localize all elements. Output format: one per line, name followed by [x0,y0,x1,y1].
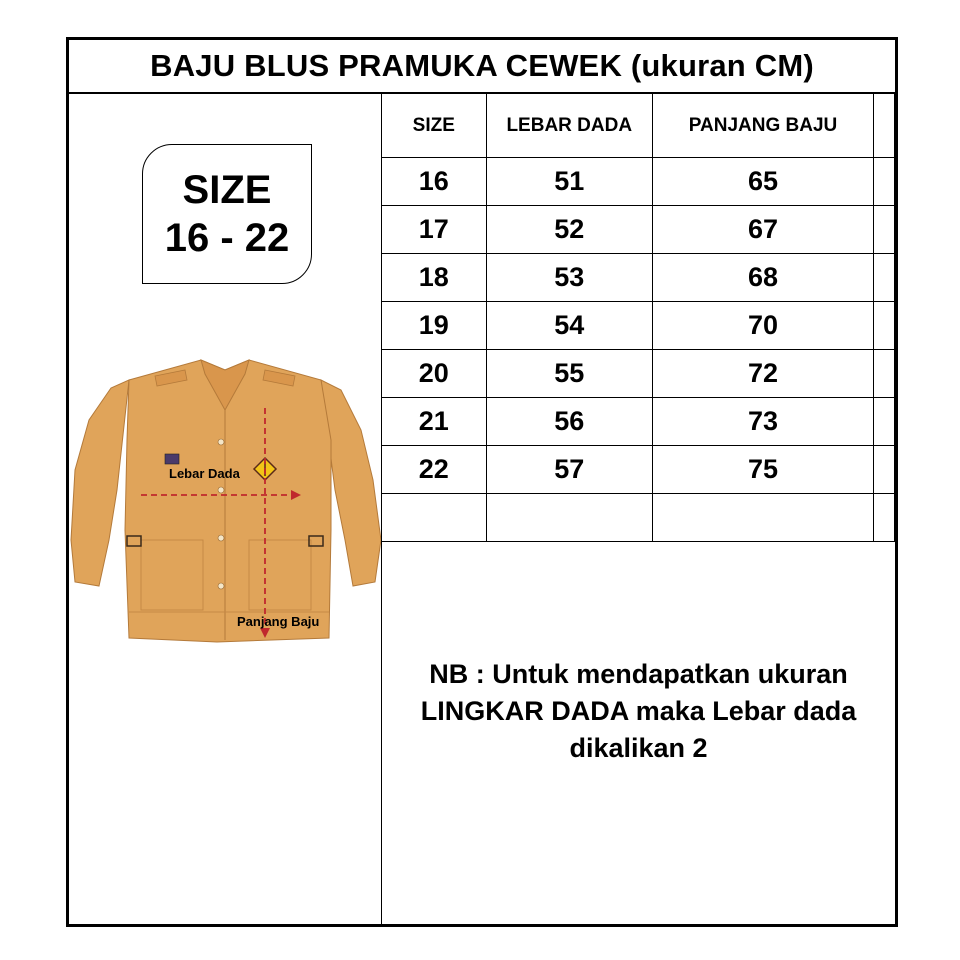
cell-size: 17 [382,206,486,254]
cell-shirt-length [652,494,873,542]
cell-extra [874,446,895,494]
cell-shirt-length: 68 [652,254,873,302]
size-table [382,94,895,542]
measurement-note: NB : Untuk mendapatkan ukuran LINGKAR DADA maka Lebar dada dikalikan 2 [420,659,857,763]
cell-extra [874,206,895,254]
cell-size: 18 [382,254,486,302]
cell-size: 22 [382,446,486,494]
cell-chest-width: 54 [486,302,652,350]
size-chart-frame [66,37,898,927]
table-row [382,254,895,302]
table-row-empty [382,494,895,542]
cell-extra [874,398,895,446]
cell-size: 16 [382,158,486,206]
size-range-badge [142,144,312,284]
table-row [382,446,895,494]
header-shirt-length: PANJANG BAJU [652,94,873,158]
header-chest-width: LEBAR DADA [486,94,652,158]
shirt-length-label: Panjang Baju [237,614,320,629]
cell-size: 19 [382,302,486,350]
header-extra [874,94,895,158]
header-size: SIZE [382,94,486,158]
chest-width-label: Lebar Dada [169,466,240,481]
cell-extra [874,158,895,206]
cell-size [382,494,486,542]
cell-shirt-length: 67 [652,206,873,254]
cell-chest-width [486,494,652,542]
table-row [382,302,895,350]
table-row [382,398,895,446]
table-row [382,158,895,206]
flag-badge-icon [165,454,179,464]
size-badge-range: 16 - 22 [164,216,290,260]
cell-chest-width: 52 [486,206,652,254]
cell-shirt-length: 72 [652,350,873,398]
blouse-illustration [69,350,381,680]
cell-chest-width: 56 [486,398,652,446]
cell-extra [874,350,895,398]
cell-shirt-length: 65 [652,158,873,206]
cell-chest-width: 57 [486,446,652,494]
blouse-shape [71,360,381,642]
cell-size: 21 [382,398,486,446]
cell-chest-width: 55 [486,350,652,398]
table-row [382,206,895,254]
cell-chest-width: 53 [486,254,652,302]
table-row [382,350,895,398]
cell-shirt-length: 73 [652,398,873,446]
cell-shirt-length: 75 [652,446,873,494]
page-title: BAJU BLUS PRAMUKA CEWEK (ukuran CM) [69,40,895,94]
size-badge-label: SIZE [182,168,272,212]
cell-extra [874,494,895,542]
table-header-row [382,94,895,158]
cell-extra [874,302,895,350]
cell-chest-width: 51 [486,158,652,206]
cell-shirt-length: 70 [652,302,873,350]
cell-size: 20 [382,350,486,398]
cell-extra [874,254,895,302]
